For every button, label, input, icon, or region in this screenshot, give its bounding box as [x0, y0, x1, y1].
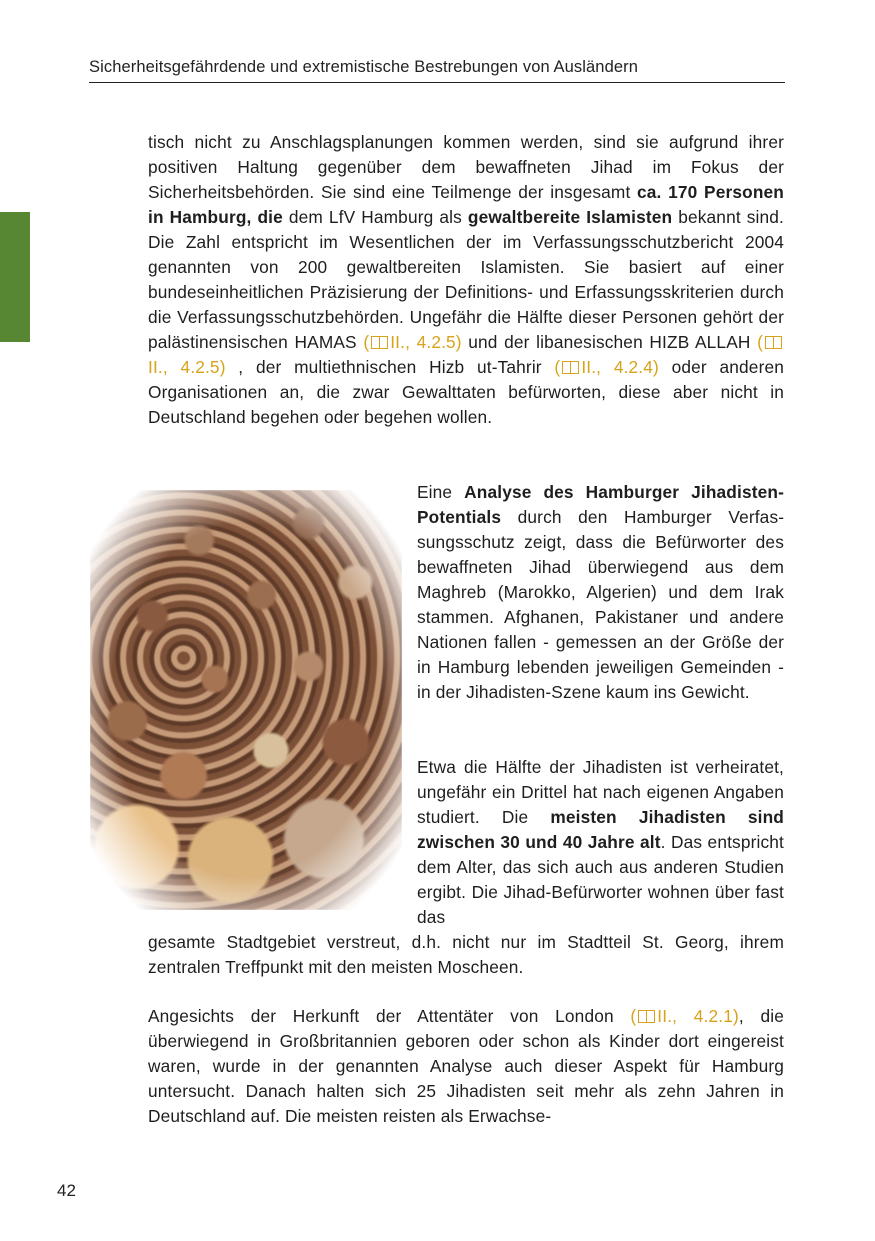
text-run: , der multiethnischen Hizb ut-Tahrir [225, 357, 555, 377]
chapter-tab-marker [0, 212, 30, 342]
xref-label: II., 4.2.4 [581, 357, 654, 377]
bold-text: Analyse des Hamburger Jihadisten-Potentials [417, 482, 785, 527]
bold-text: meisten Jihadisten sind zwischen 30 und 40 Jahre alt [417, 807, 784, 852]
text-run: Etwa die Hälfte der Jihadisten ist verheiratet, ungefähr ein Drittel hat nach eigenen Angaben studiert. Die [417, 757, 784, 827]
cross-reference-link[interactable]: (II., 4.2.5) [148, 332, 784, 377]
paragraph-1 [148, 130, 784, 430]
paragraph-3-continuation: gesamte Stadtgebiet verstreut, d.h. nicht nur im Stadtteil St. Georg, ihrem zentralen Treffpunkt mit den meisten Moscheen. [148, 932, 784, 977]
cross-reference-link[interactable]: ( II., 4.2.5) [363, 332, 462, 352]
header-rule [89, 82, 785, 83]
book-icon [371, 336, 388, 349]
text-run: , die überwiegend in Großbritannien geboren oder schon als Kinder dort eingereist waren, wurde in der genannten Analyse auch dieser Aspekt für Hamburg untersucht. Danach halten sich 25 Jihadisten seit mehr als zehn Jahren in Deutschland auf. Die meisten reisten als Erwachse- [148, 1006, 784, 1126]
xref-label: II., 4.2.5 [390, 332, 456, 352]
xref-label: II., 4.2.1 [657, 1006, 733, 1026]
running-header: Sicherheitsgefährdende und extremistische Bestrebungen von Ausländern [89, 58, 638, 76]
bold-text: ca. 170 Personen in Hamburg, die [148, 182, 784, 227]
book-icon [765, 336, 782, 349]
xref-label: II., 4.2.5 [148, 357, 220, 377]
text-run: Angesichts der Herkunft der Attentäter von London [148, 1006, 631, 1026]
book-icon [562, 361, 579, 374]
text-run: durch den Hamburger Verfassungsschutz zeigt, dass die Befürworter des bewaffneten Jihad überwiegend aus dem Maghreb (Marokko, Algerien) und dem Irak stammen. Afghanen, Pakistaner und andere Nationen fallen - gemessen an der Größe der in Hamburg lebenden jeweiligen Gemeinden - in der Jihadisten-Szene kaum ins Gewicht. [417, 507, 784, 702]
text-run: oder anderen Organisationen an, die zwar Gewalttaten befürworten, diese aber nicht in Deutschland begehen oder begehen wollen. [148, 357, 784, 427]
text-run: . Das entspricht dem Alter, das sich auch aus anderen Studien ergibt. Die Jihad-Befürworter wohnen über fast das [417, 832, 784, 927]
paragraph-3 [417, 755, 784, 930]
book-icon [638, 1010, 655, 1023]
paragraph-2 [417, 480, 784, 705]
text-run: Eine [417, 482, 465, 502]
text-run: und der libanesischen HIZB ALLAH [461, 332, 758, 352]
cross-reference-link[interactable]: ( II., 4.2.1) [630, 1006, 739, 1026]
text-run: dem LfV Hamburg als [282, 207, 468, 227]
bold-text: gewaltbereite Islamisten [467, 207, 673, 227]
text-run: bekannt sind. Die Zahl entspricht im Wesentlichen der im Verfassungsschutzbericht 2004 genannten von 200 gewaltbereiten Islamisten. Sie basiert auf einer bundeseinheitlichen Präzisierung der Definitions- und Erfassungsskriterien durch die Verfassungsschutzbehörden. Ungefähr die Hälfte dieser Personen gehört der palästinensischen HAMAS [148, 207, 785, 352]
text-run: tisch nicht zu Anschlagsplanungen kommen werden, sind sie aufgrund ihrer positiven Haltung gegenüber dem bewaffneten Jihad im Fokus der Sicherheitsbehörden. Sie sind eine Teilmenge der insgesamt [148, 132, 784, 202]
crowd-photo [90, 490, 402, 910]
cross-reference-link[interactable]: ( II., 4.2.4) [554, 357, 659, 377]
paragraph-4 [148, 1004, 784, 1129]
page-number: 42 [57, 1181, 76, 1200]
